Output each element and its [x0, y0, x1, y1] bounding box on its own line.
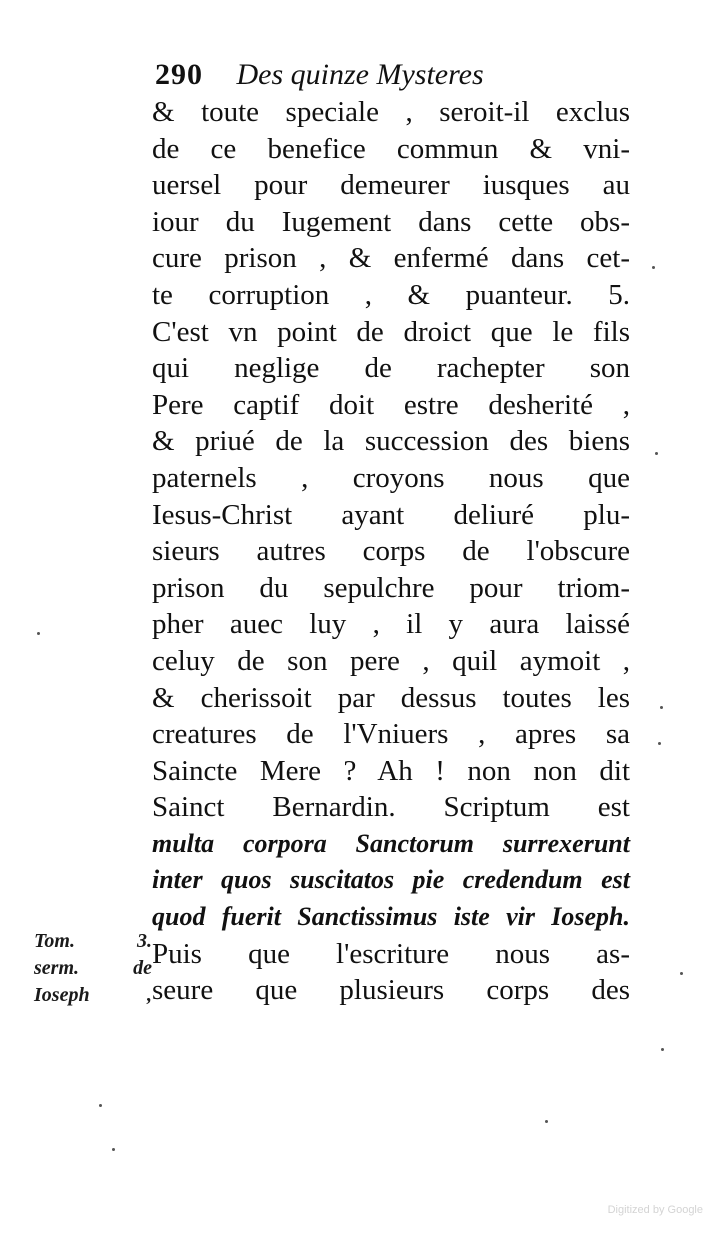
page-header: [155, 58, 484, 92]
paper-speck: [660, 706, 663, 709]
marginal-note-line: serm. de: [34, 957, 152, 979]
text-line: C'est vn point de droict que le fils: [152, 315, 630, 348]
text-line: Sainct Bernardin. Scriptum est: [152, 791, 630, 824]
text-line: de ce benefice commun & vni-: [152, 132, 630, 165]
text-line: prison du sepulchre pour triom-: [152, 571, 630, 604]
paper-speck: [652, 266, 655, 269]
paper-speck: [37, 632, 40, 635]
paper-speck: [661, 1048, 664, 1051]
text-line: & priué de la succession des biens: [152, 425, 630, 458]
paper-speck: [680, 972, 683, 975]
paper-speck: [658, 742, 661, 745]
text-line: Puis que l'escriture nous as-: [152, 937, 630, 970]
marginal-note-line: Ioseph ,: [34, 984, 152, 1006]
marginal-note-line: Tom. 3.: [34, 930, 152, 952]
paper-speck: [545, 1120, 548, 1123]
text-line: Saincte Mere ? Ah ! non non dit: [152, 754, 630, 787]
text-line: & cherissoit par dessus toutes les: [152, 681, 630, 714]
text-line: iour du Iugement dans cette obs-: [152, 205, 630, 238]
paper-speck: [655, 452, 658, 455]
text-line: qui neglige de rachepter son: [152, 352, 630, 385]
page-number: 290: [155, 58, 203, 91]
text-line: seure que plusieurs corps des: [152, 974, 630, 1007]
text-line: Pere captif doit estre desherité ,: [152, 388, 630, 421]
body-text: [152, 94, 630, 1009]
text-line: cure prison , & enfermé dans cet-: [152, 242, 630, 275]
latin-quote-line: quod fuerit Sanctissimus iste vir Ioseph.: [152, 902, 630, 932]
text-line: te corruption , & puanteur. 5.: [152, 278, 630, 311]
paper-speck: [112, 1148, 115, 1151]
marginal-note: [34, 928, 152, 1009]
latin-quote-line: inter quos suscitatos pie credendum est: [152, 865, 630, 895]
text-line: paternels , croyons nous que: [152, 461, 630, 494]
text-line: pher auec luy , il y aura laissé: [152, 608, 630, 641]
running-title: Des quinze Mysteres: [236, 58, 484, 91]
text-line: creatures de l'Vniuers , apres sa: [152, 718, 630, 751]
text-line: & toute speciale , seroit-il exclus: [152, 96, 630, 128]
paper-speck: [99, 1104, 102, 1107]
text-line: celuy de son pere , quil aymoit ,: [152, 644, 630, 677]
latin-quote-line: multa corpora Sanctorum surrexerunt: [152, 828, 630, 858]
text-line: sieurs autres corps de l'obscure: [152, 535, 630, 568]
text-line: uersel pour demeurer iusques au: [152, 169, 630, 202]
digitization-watermark: Digitized by Google: [607, 1204, 703, 1216]
text-line: Iesus-Christ ayant deliuré plu-: [152, 498, 630, 531]
